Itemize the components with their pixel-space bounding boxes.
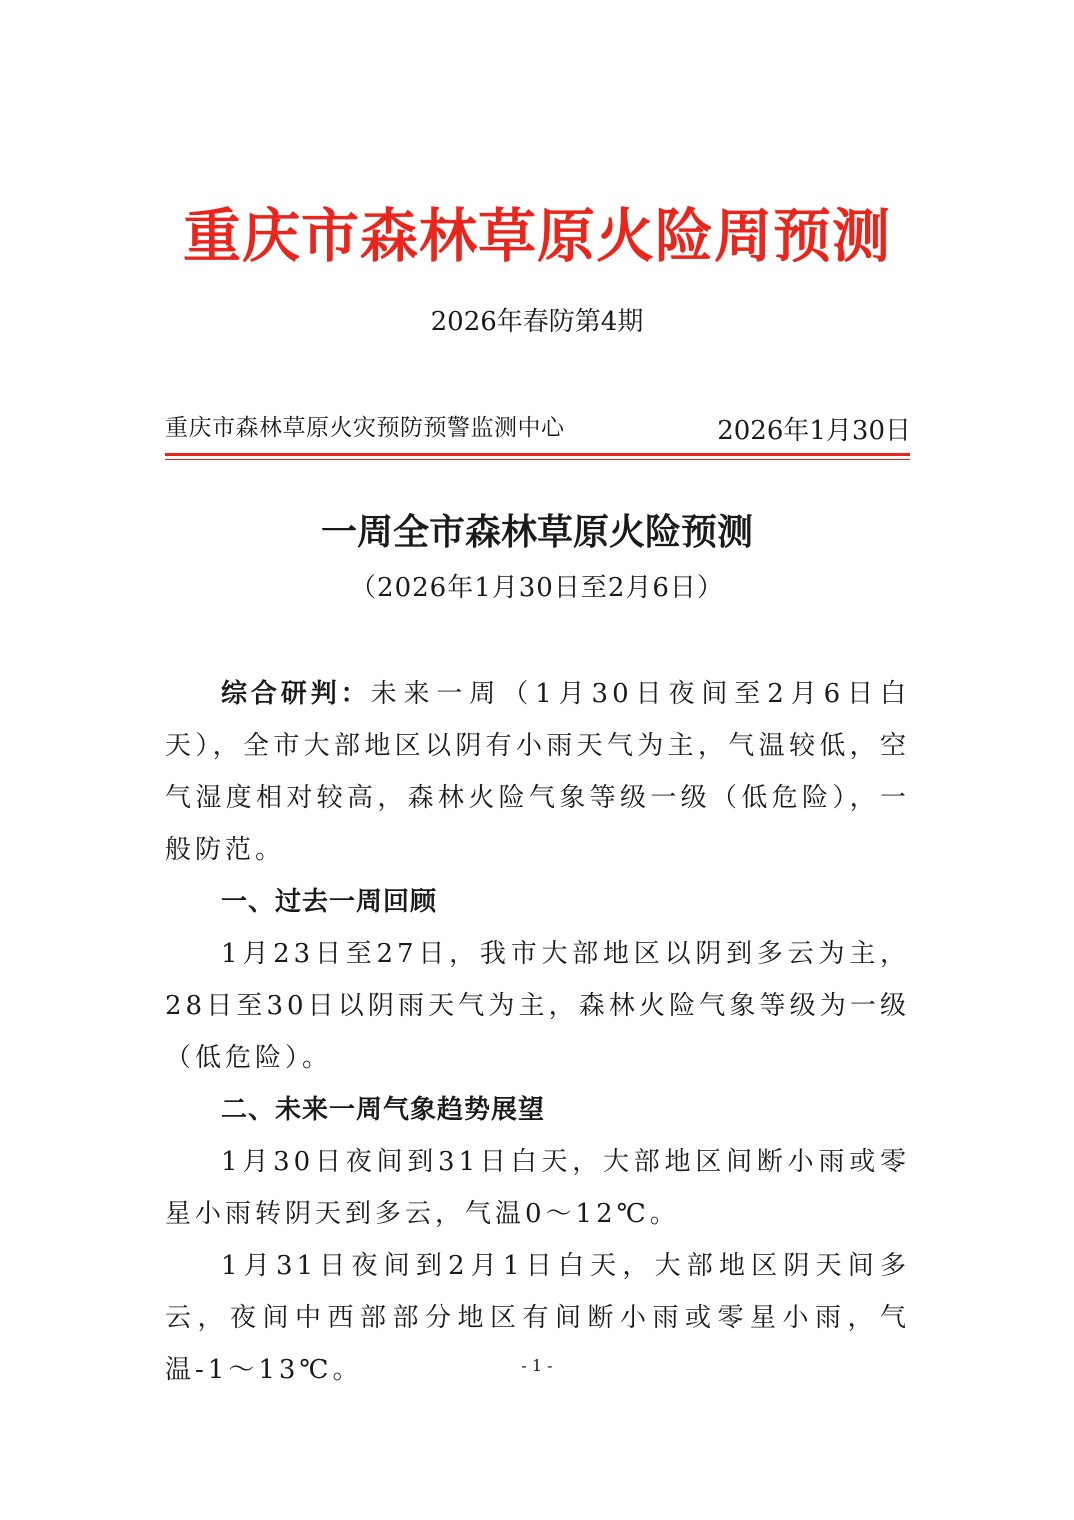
header-divider xyxy=(165,453,910,456)
document-body xyxy=(165,668,910,1396)
summary-paragraph xyxy=(165,668,910,876)
page-number: - 1 - xyxy=(521,1356,553,1375)
section-2-paragraph-2: 1月31日夜间到2月1日白天，大部地区阴天间多云，夜间中西部部分地区有间断小雨或零星小雨，气温-1～13℃。 xyxy=(165,1251,910,1385)
header-divider-thin xyxy=(165,459,910,460)
section-2-paragraph-1: 1月30日夜间到31日白天，大部地区间断小雨或零星小雨转阴天到多云，气温0～12℃。 xyxy=(165,1147,910,1229)
section-2-heading: 二、未来一周气象趋势展望 xyxy=(221,1095,546,1125)
summary-label: 综合研判： xyxy=(221,679,371,709)
section-heading xyxy=(165,1084,910,1136)
masthead-title: 重庆市森林草原火险周预测 xyxy=(182,202,891,270)
section-1-heading: 一、过去一周回顾 xyxy=(221,887,438,917)
summary-text: 未来一周（1月30日夜间至2月6日白天），全市大部地区以阴有小雨天气为主，气温较低，空气湿度相对较高，森林火险气象等级一级（低危险），一般防范。 xyxy=(165,679,910,865)
section-1-paragraph-1: 1月23日至27日，我市大部地区以阴到多云为主，28日至30日以阴雨天气为主，森林火险气象等级为一级（低危险）。 xyxy=(165,939,910,1073)
section-heading xyxy=(165,876,910,928)
issue-date: 2026年1月30日 xyxy=(717,416,911,446)
document-title: 一周全市森林草原火险预测 xyxy=(320,511,753,553)
forecast-range: （2026年1月30日至2月6日） xyxy=(350,573,724,603)
issue-number: 2026年春防第4期 xyxy=(430,307,644,337)
issuer-name: 重庆市森林草原火灾预防预警监测中心 xyxy=(165,415,565,441)
